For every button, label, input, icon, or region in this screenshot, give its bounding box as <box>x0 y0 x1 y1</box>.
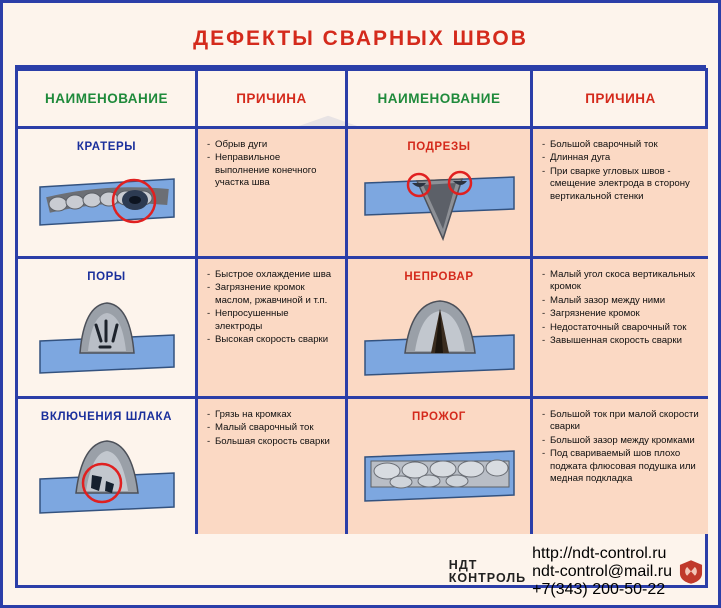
reason-item: - Малый угол скоса вертикальных кромок <box>542 269 700 294</box>
page-title: ДЕФЕКТЫ СВАРНЫХ ШВОВ <box>193 27 528 50</box>
logo-text <box>449 559 526 585</box>
table-row-reason <box>533 259 708 399</box>
pores-illustration <box>32 291 182 386</box>
table-row-reason <box>533 399 708 534</box>
logo-contact-email: ndt-control@mail.ru <box>532 563 672 580</box>
reason-item: - При сварке угловых швов - смещение электрода в сторону вертикальной стенки <box>542 166 700 203</box>
reason-item: - Малый зазор между ними <box>542 295 700 307</box>
header-label: ПРИЧИНА <box>585 91 656 106</box>
reason-list <box>542 409 700 485</box>
reason-item: - Непросушенные электроды <box>207 308 337 333</box>
table-row <box>348 129 533 259</box>
defect-name: ПОРЫ <box>87 271 126 283</box>
logo-contacts <box>532 545 672 599</box>
defect-name: ПОДРЕЗЫ <box>407 141 471 153</box>
undercut-illustration <box>357 161 522 246</box>
slag-inclusions-illustration <box>32 431 182 526</box>
burn-through-illustration <box>357 431 522 526</box>
reason-item: - Обрыв дуги <box>207 139 337 151</box>
reason-item: - Неправильное выполнение конечного участка шва <box>207 152 337 189</box>
reason-item: - Под свариваемый шов плохо поджата флюсовая подушка или медная подкладка <box>542 448 700 485</box>
logo-name-line1: НДТ <box>448 558 478 572</box>
table-row <box>18 129 198 259</box>
reason-list <box>207 139 337 190</box>
reason-item: - Недостаточный сварочный ток <box>542 322 700 334</box>
header-label: НАИМЕНОВАНИЕ <box>377 91 501 106</box>
reason-item: - Грязь на кромках <box>207 409 337 421</box>
reason-list <box>207 269 337 346</box>
table-header-name-left <box>18 71 198 129</box>
table-row-reason <box>198 129 348 259</box>
lack-of-fusion-illustration <box>357 291 522 391</box>
defect-name: НЕПРОВАР <box>404 271 474 283</box>
reason-item: - Завышенная скорость сварки <box>542 335 700 347</box>
defect-name: КРАТЕРЫ <box>76 141 137 153</box>
defect-name: ВКЛЮЧЕНИЯ ШЛАКА <box>40 411 173 423</box>
table-row <box>348 399 533 534</box>
table-header-name-right <box>348 71 533 129</box>
defects-table <box>15 68 708 588</box>
reason-item: - Загрязнение кромок маслом, ржавчиной и т.п. <box>207 282 337 307</box>
reason-item: - Загрязнение кромок <box>542 308 700 320</box>
logo-contact-phone: +7(343) 200-50-22 <box>532 581 666 598</box>
reason-item: - Большой зазор между кромками <box>542 435 700 447</box>
reason-item: - Большой сварочный ток <box>542 139 700 151</box>
logo-contact-website: http://ndt-control.ru <box>532 545 667 562</box>
company-logo <box>449 545 704 599</box>
table-row-reason <box>198 259 348 399</box>
shield-icon <box>678 559 704 585</box>
table-header-reason-right <box>533 71 708 129</box>
reason-item: - Малый сварочный ток <box>207 422 337 434</box>
poster-title-band <box>15 13 706 68</box>
reason-item: - Высокая скорость сварки <box>207 334 337 346</box>
header-label: НАИМЕНОВАНИЕ <box>45 91 168 106</box>
table-row-reason <box>533 129 708 259</box>
reason-item: - Большой ток при малой скорости сварки <box>542 409 700 434</box>
table-row <box>18 399 198 534</box>
reason-list <box>542 269 700 347</box>
table-header-reason-left <box>198 71 348 129</box>
reason-item: - Большая скорость сварки <box>207 436 337 448</box>
reason-item: - Быстрое охлаждение шва <box>207 269 337 281</box>
header-label: ПРИЧИНА <box>236 91 307 106</box>
reason-item: - Длинная дуга <box>542 152 700 164</box>
table-row-reason <box>198 399 348 534</box>
reason-list <box>207 409 337 448</box>
reason-list <box>542 139 700 203</box>
crater-illustration <box>32 161 182 241</box>
logo-name-line2: КОНТРОЛЬ <box>448 571 527 585</box>
table-row <box>18 259 198 399</box>
defect-name: ПРОЖОГ <box>412 411 466 423</box>
table-row <box>348 259 533 399</box>
